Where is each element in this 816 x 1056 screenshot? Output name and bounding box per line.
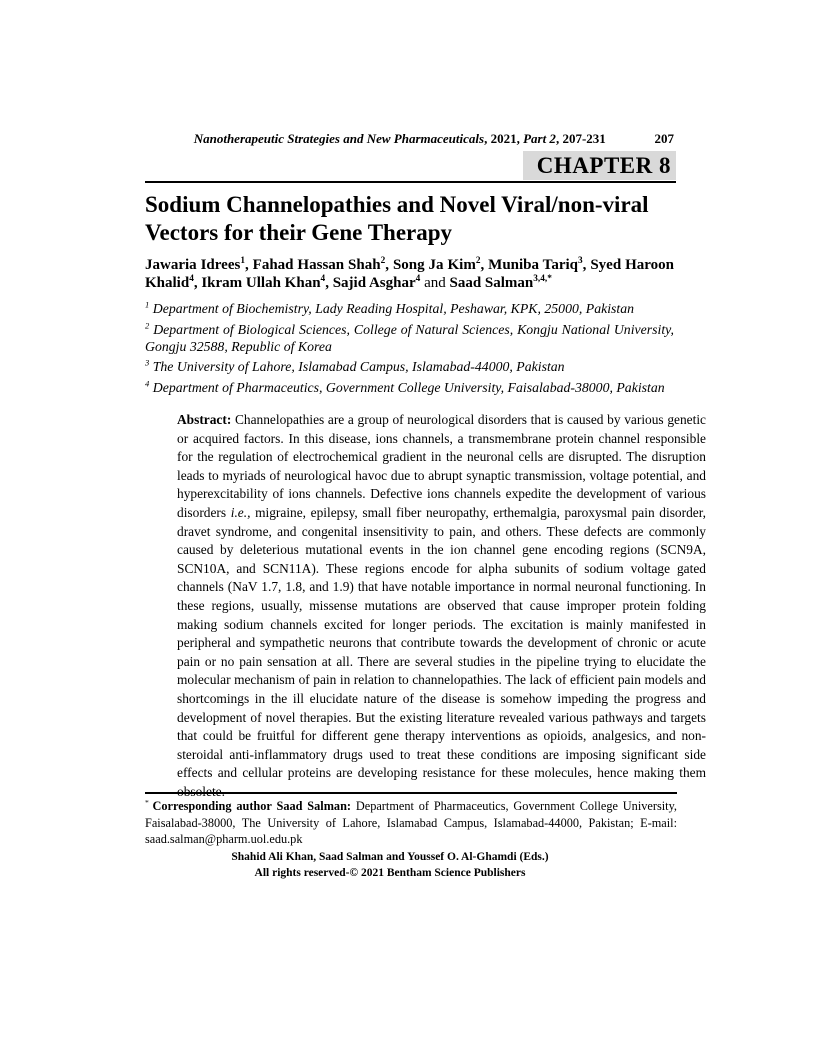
running-title: Nanotherapeutic Strategies and New Pharmaceuticals, 2021, Part 2, 207-231 [193, 131, 606, 146]
page-number: 207 [654, 131, 674, 146]
abstract-label: Abstract: [177, 412, 235, 427]
corresponding-author-label: Corresponding author Saad Salman: [152, 799, 356, 813]
page-header [145, 131, 674, 147]
email-address: saad.salman@pharm.uol.edu.pk [145, 832, 303, 846]
affiliation-item: $^1$ Department of Biochemistry, Lady Reading Hospital, Peshawar, KPK, 25000, Pakistan [145, 299, 635, 316]
editors-line: Shahid Ali Khan, Saad Salman and Youssef O. Al-Ghamdi (Eds.) [231, 851, 549, 863]
copyright-line: All rights reserved-© 2021 Bentham Science Publishers [254, 866, 526, 879]
authors-line: Jawaria Idrees$^1$, Fahad Hassan Shah$^2$, Song Ja Kim$^2$, Muniba Tariq$^3$, Syed Haroon Khalid$^4$, Ikram Ullah Khan$^4$, Sajid Asghar$^4$ and Saad Salman$^{3,4,*}$ [145, 256, 675, 291]
abstract-paragraph: Abstract: Channelopathies are a group of neurological disorders that is caused by various genetic or acquired factors. In this disease, ions channels, a transmembrane protein channel responsible for the regulation of electrochemical gradient in the neuronal cells are disrupted. The disruption leads to myriads of neurological havoc due to abrupt synaptic transmission, voltage potential, and hyperexcitability of ions channels. Defective ions channels expedite the development of various disorders i.e., migraine, epilepsy, small fiber neuropathy, erthemalgia, paroxysmal pain disorder, dravet syndrome, and congenital insensitivity to pain, and others. These defects are commonly caused by deleterious mutational events in the ion channel gene encoding regions (SCN9A, SCN10A, and SCN11A). These regions encode for alpha subunits of sodium voltage gated channels (NaV 1.7, 1.8, and 1.9) that have notable importance in normal neuronal functioning. In these regions, usually, missense mutations are observed that cause improper protein folding making sodium channels excited for longer periods. The excitation is mainly manifested in peripheral and sympathetic neurons that contribute towards the development of chronic or acute pain or no pain sensation at all. There are several studies in the pipeline trying to elucidate the molecular mechanism of pain in relation to channelopathies. The lack of efficient pain models and shortcomings in the ill elucidate nature of the disease is somehow impeding the progress and development of novel therapies. But the existing literature revealed various pathways and targets that could be fruitful for different gene therapy interventions as opioids, analgesics, and non-steroidal anti-inflammatory drugs used to treat these conditions are imposing significant side effects and cellular proteins are developing resistance for these molecules, hence making them obsolete. [177, 412, 706, 799]
footnote-asterisk: * [145, 797, 153, 807]
chapter-heading-rule [145, 151, 676, 183]
affiliations-list [145, 300, 674, 399]
chapter-label: CHAPTER 8 [523, 151, 676, 180]
chapter-title: Sodium Channelopathies and Novel Viral/non-viral Vectors for their Gene Therapy [145, 192, 649, 245]
corresponding-author-footnote: * Corresponding author Saad Salman: Department of Pharmaceutics, Government College University, Faisalabad-38000, The University of Lahore, Islamabad Campus, Islamabad-44000, Pakistan; E-mail: saad.salman@pharm.uol.edu.pk [145, 792, 677, 848]
page-footer [145, 850, 635, 881]
affiliation-item: $^3$ The University of Lahore, Islamabad Campus, Islamabad-44000, Pakistan [145, 357, 565, 374]
affiliation-item: $^4$ Department of Pharmaceutics, Government College University, Faisalabad-38000, Pakistan [145, 377, 665, 395]
affiliation-item: $^2$ Department of Biological Sciences, College of Natural Sciences, Kongju National University, Gongju 32588, Republic of Korea [145, 319, 674, 354]
